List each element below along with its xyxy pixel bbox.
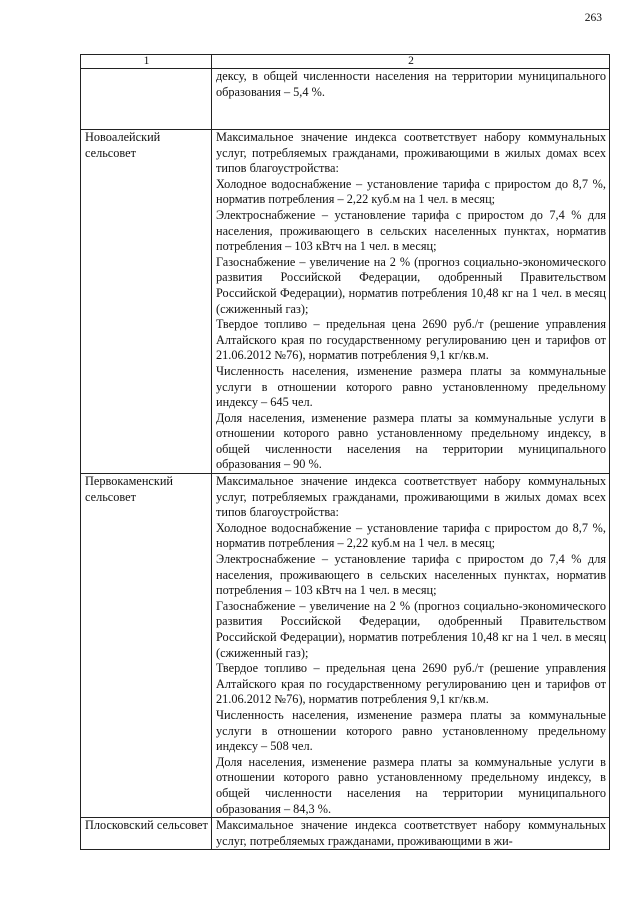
paragraph: Численность населения, изменение размера платы за коммунальные услуги в отношении которого равно установленному предельному индексу – 645 чел. — [216, 363, 606, 410]
table-row-novoaleyskiy — [81, 130, 610, 474]
paragraph: Максимальное значение индекса соответствует набору коммунальных услуг, потребляемых гражданами, проживающими в жилых домах всех типов благоустройства: — [216, 474, 606, 520]
municipality-name-cell — [81, 130, 212, 474]
continuation-text-cell — [212, 69, 610, 130]
continuation-empty-cell — [81, 69, 212, 130]
municipality-description-cell — [212, 818, 610, 850]
paragraph: Холодное водоснабжение – установление тарифа с приростом до 8,7 %, норматив потребления – 2,22 куб.м на 1 чел. в месяц; — [216, 520, 606, 551]
paragraph: Максимальное значение индекса соответствует набору коммунальных услуг, потребляемых гражданами, проживающими в жилых домах всех типов благоустройства: — [216, 130, 606, 176]
column-number-1: 1 — [81, 55, 212, 69]
page-number: 263 — [584, 12, 602, 24]
continuation-text: дексу, в общей численности населения на территории муниципального образования – 5,4 %. — [216, 69, 606, 99]
municipality-name: Новоалейский сельсовет — [85, 130, 161, 160]
paragraph: Твердое топливо – предельная цена 2690 руб./т (решение управления Алтайского края по государственному регулированию цен и тарифов от 21.06.2012 №76), норматив потребления 9,1 кг/кв.м. — [216, 661, 606, 707]
table-row-pervokamenskiy — [81, 474, 610, 818]
table-header-row — [81, 55, 610, 69]
paragraph: Газоснабжение – увеличение на 2 % (прогноз социально-экономического развития Российской Федерации, одобренный Правительством Российской Федерации), норматив потребления 10,48 кг на 1 чел. в месяц (сжиженный газ); — [216, 598, 606, 660]
paragraph: Твердое топливо – предельная цена 2690 руб./т (решение управления Алтайского края по государственному регулированию цен и тарифов от 21.06.2012 №76), норматив потребления 9,1 кг/кв.м. — [216, 317, 606, 363]
municipality-name: Первокаменский сельсовет — [85, 474, 174, 504]
municipality-description-cell — [212, 474, 610, 818]
paragraph: Электроснабжение – установление тарифа с приростом до 7,4 % для населения, проживающего в сельских населенных пунктах, норматив потребления – 103 кВтч на 1 чел. в месяц; — [216, 207, 606, 254]
municipality-name: Плосковский сельсовет — [85, 818, 208, 833]
column-number-2: 2 — [212, 55, 610, 69]
paragraph: Холодное водоснабжение – установление тарифа с приростом до 8,7 %, норматив потребления – 2,22 куб.м на 1 чел. в месяц; — [216, 176, 606, 207]
paragraph: Доля населения, изменение размера платы за коммунальные услуги в отношении которого равно установленному предельному индексу, в общей численности населения на территории муниципального образования – 90 %. — [216, 410, 606, 472]
municipality-name-cell — [81, 474, 212, 818]
table-row-continuation — [81, 69, 610, 130]
paragraph: Численность населения, изменение размера платы за коммунальные услуги в отношении которого равно установленному предельному индексу – 508 чел. — [216, 707, 606, 754]
municipality-description-cell — [212, 130, 610, 474]
paragraph: Газоснабжение – увеличение на 2 % (прогноз социально-экономического развития Российской Федерации, одобренный Правительством Российской Федерации), норматив потребления 10,48 кг на 1 чел. в месяц (сжиженный газ); — [216, 254, 606, 316]
paragraph: Электроснабжение – установление тарифа с приростом до 7,4 % для населения, проживающего в сельских населенных пунктах, норматив потребления – 103 кВтч на 1 чел. в месяц; — [216, 552, 606, 598]
tariff-table — [80, 54, 610, 850]
paragraph: Доля населения, изменение размера платы за коммунальные услуги в отношении которого равно установленному предельному индексу, в общей численности населения на территории муниципального образования – 84,3 %. — [216, 754, 606, 816]
municipality-name-cell — [81, 818, 212, 850]
paragraph: Максимальное значение индекса соответствует набору коммунальных услуг, потребляемых гражданами, проживающими в жи- — [216, 818, 606, 848]
table-row-ploskovskiy — [81, 818, 610, 850]
